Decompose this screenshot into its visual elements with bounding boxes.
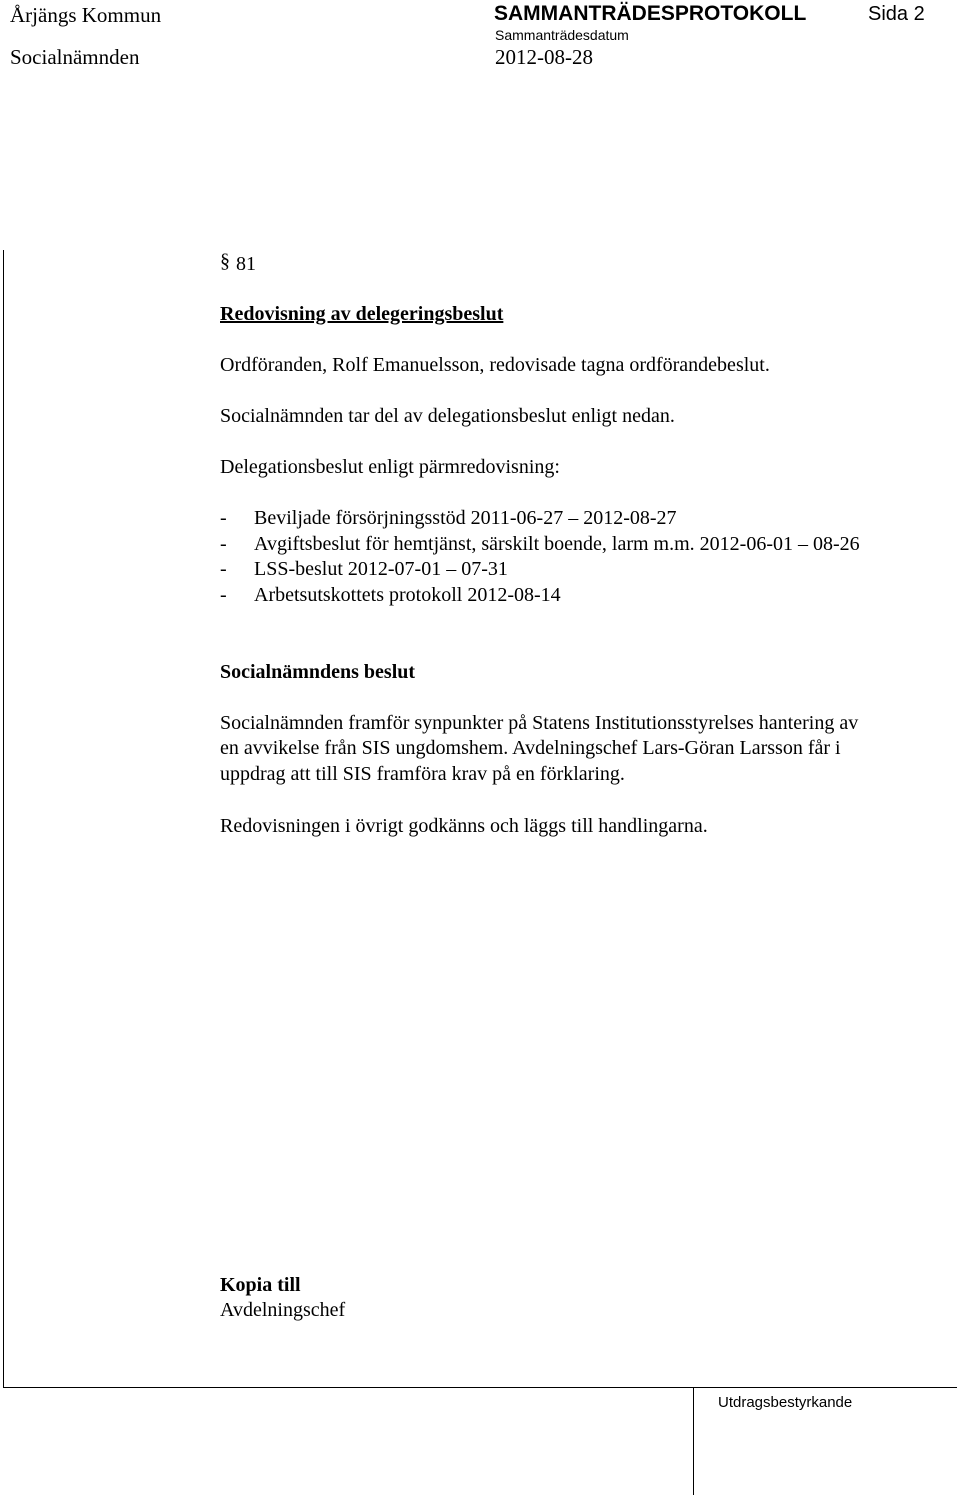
copy-to-recipient: Avdelningschef bbox=[220, 1299, 346, 1321]
list-item: Beviljade försörjningsstöd 2011-06-27 – 2012-08-27 bbox=[254, 507, 677, 529]
board-name: Socialnämnden bbox=[10, 45, 140, 69]
copy-to-heading: Kopia till bbox=[220, 1274, 301, 1296]
decision-text-line: en avvikelse från SIS ungdomshem. Avdelningschef Lars-Göran Larsson får i bbox=[220, 737, 841, 759]
list-item: LSS-beslut 2012-07-01 – 07-31 bbox=[254, 558, 508, 580]
paragraph: Ordföranden, Rolf Emanuelsson, redovisade tagna ordförandebeslut. bbox=[220, 354, 770, 376]
meeting-date-label: Sammanträdesdatum bbox=[495, 27, 629, 43]
organization-name: Årjängs Kommun bbox=[10, 3, 162, 27]
closing-paragraph: Redovisningen i övrigt godkänns och läggs till handlingarna. bbox=[220, 815, 708, 837]
list-bullet: - bbox=[220, 584, 227, 606]
decision-heading: Socialnämndens beslut bbox=[220, 661, 416, 683]
section-heading: Redovisning av delegeringsbeslut bbox=[220, 303, 504, 325]
paragraph: Socialnämnden tar del av delegationsbeslut enligt nedan. bbox=[220, 405, 675, 427]
section-number: 81 bbox=[236, 253, 256, 275]
section-sign: § bbox=[220, 250, 230, 272]
list-item: Arbetsutskottets protokoll 2012-08-14 bbox=[254, 584, 561, 606]
list-bullet: - bbox=[220, 533, 227, 555]
stamp-box-divider bbox=[693, 1387, 694, 1495]
meeting-date: 2012-08-28 bbox=[495, 45, 593, 69]
list-bullet: - bbox=[220, 558, 227, 580]
document-type: SAMMANTRÄDESPROTOKOLL bbox=[494, 2, 807, 25]
paragraph: Delegationsbeslut enligt pärmredovisning: bbox=[220, 456, 560, 478]
list-item: Avgiftsbeslut för hemtjänst, särskilt boende, larm m.m. 2012-06-01 – 08-26 bbox=[254, 533, 860, 555]
bottom-rule bbox=[3, 1387, 957, 1388]
list-bullet: - bbox=[220, 507, 227, 529]
certification-stamp-label: Utdragsbestyrkande bbox=[718, 1394, 853, 1411]
left-margin-rule bbox=[3, 250, 4, 1387]
decision-text-line: Socialnämnden framför synpunkter på Statens Institutionsstyrelses hantering av bbox=[220, 712, 859, 734]
decision-text-line: uppdrag att till SIS framföra krav på en förklaring. bbox=[220, 763, 625, 785]
page-number: Sida 2 bbox=[868, 3, 925, 25]
